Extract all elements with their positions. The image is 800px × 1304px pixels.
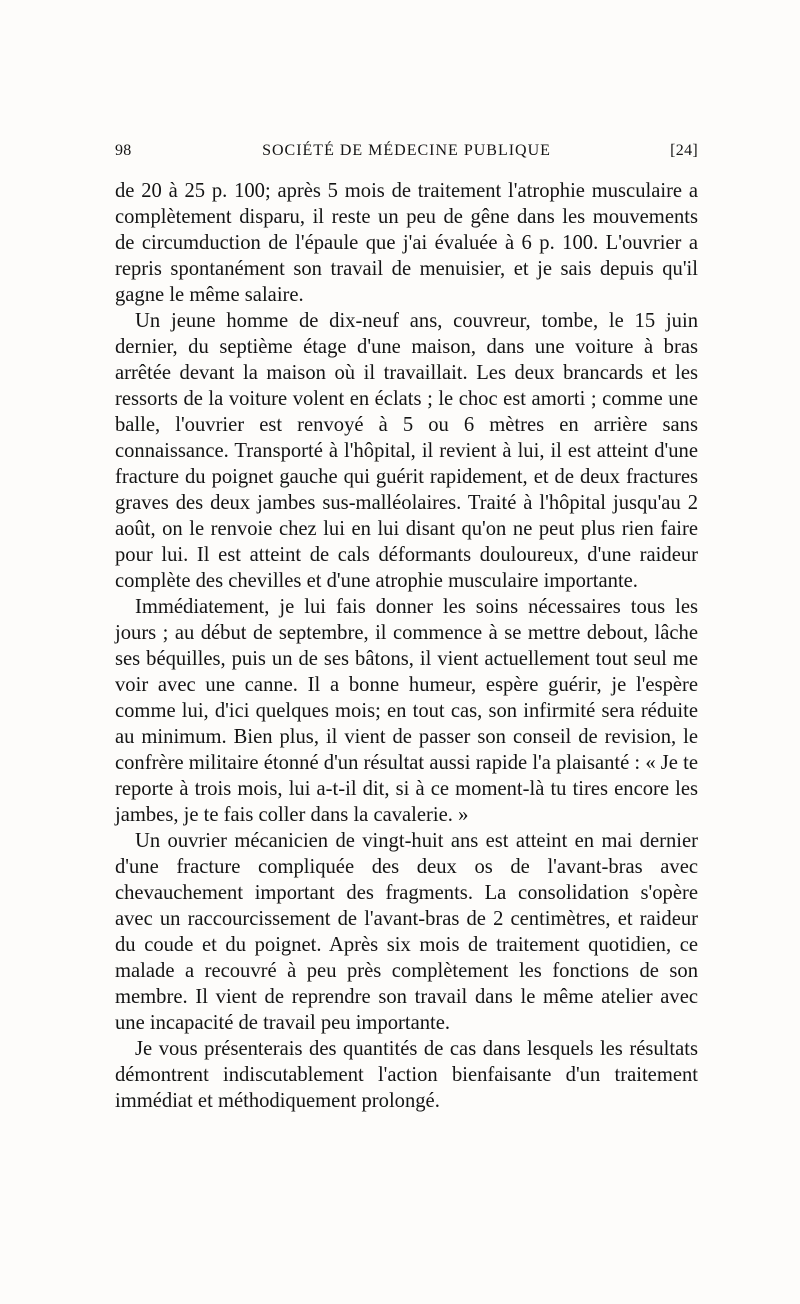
paragraph: Un ouvrier mécanicien de vingt-huit ans est atteint en mai dernier d'une fracture compliquée des deux os de l'avant-bras avec chevauchement important des fragments. La consolidation s'opère avec un raccourcissement de l'avant-bras de 2 centimètres, et raideur du coude et du poignet. Après six mois de traitement quotidien, ce malade a recouvré à peu près complètement les fonctions de son membre. Il vient de reprendre son travail dans le même atelier avec une incapacité de travail peu importante. (115, 830, 698, 1034)
paragraph: de 20 à 25 p. 100; après 5 mois de traitement l'atrophie musculaire a complètement disparu, il reste un peu de gêne dans les mouvements de circumduction de l'épaule que j'ai évaluée à 6 p. 100. L'ouvrier a repris spontanément son travail de menuisier, et je sais depuis qu'il gagne le même salaire. (115, 180, 698, 306)
section-number: [24] (670, 142, 698, 159)
paragraph: Immédiatement, je lui fais donner les soins nécessaires tous les jours ; au début de septembre, il commence à se mettre debout, lâche ses béquilles, puis un de ses bâtons, il vient actuellement tout seul me voir avec une canne. Il a bonne humeur, espère guérir, je l'espère comme lui, d'ici quelques mois; en tout cas, son infirmité sera réduite au minimum. Bien plus, il vient de passer son conseil de revision, le confrère militaire étonné d'un résultat aussi rapide l'a plaisanté : « Je te reporte à trois mois, lui a-t-il dit, si à ce moment-là tu tires encore les jambes, je te fais coller dans la cavalerie. » (115, 596, 698, 826)
page-number: 98 (115, 142, 132, 159)
journal-title: SOCIÉTÉ DE MÉDECINE PUBLIQUE (262, 142, 551, 159)
body-text (115, 178, 698, 1114)
paragraph: Un jeune homme de dix-neuf ans, couvreur, tombe, le 15 juin dernier, du septième étage d'une maison, dans une voiture à bras arrêtée devant la maison où il travaillait. Les deux brancards et les ressorts de la voiture volent en éclats ; le choc est amorti ; comme une balle, l'ouvrier est renvoyé à 5 ou 6 mètres en arrière sans connaissance. Transporté à l'hôpital, il revient à lui, il est atteint d'une fracture du poignet gauche qui guérit rapidement, et de deux fractures graves des deux jambes sus-malléolaires. Traité à l'hôpital jusqu'au 2 août, on le renvoie chez lui en lui disant qu'on ne peut plus rien faire pour lui. Il est atteint de cals déformants douloureux, d'une raideur complète des chevilles et d'une atrophie musculaire importante. (115, 310, 698, 592)
paragraph: Je vous présenterais des quantités de cas dans lesquels les résultats démontrent indiscutablement l'action bienfaisante d'un traitement immédiat et méthodiquement prolongé. (115, 1038, 698, 1112)
running-head (115, 142, 698, 172)
